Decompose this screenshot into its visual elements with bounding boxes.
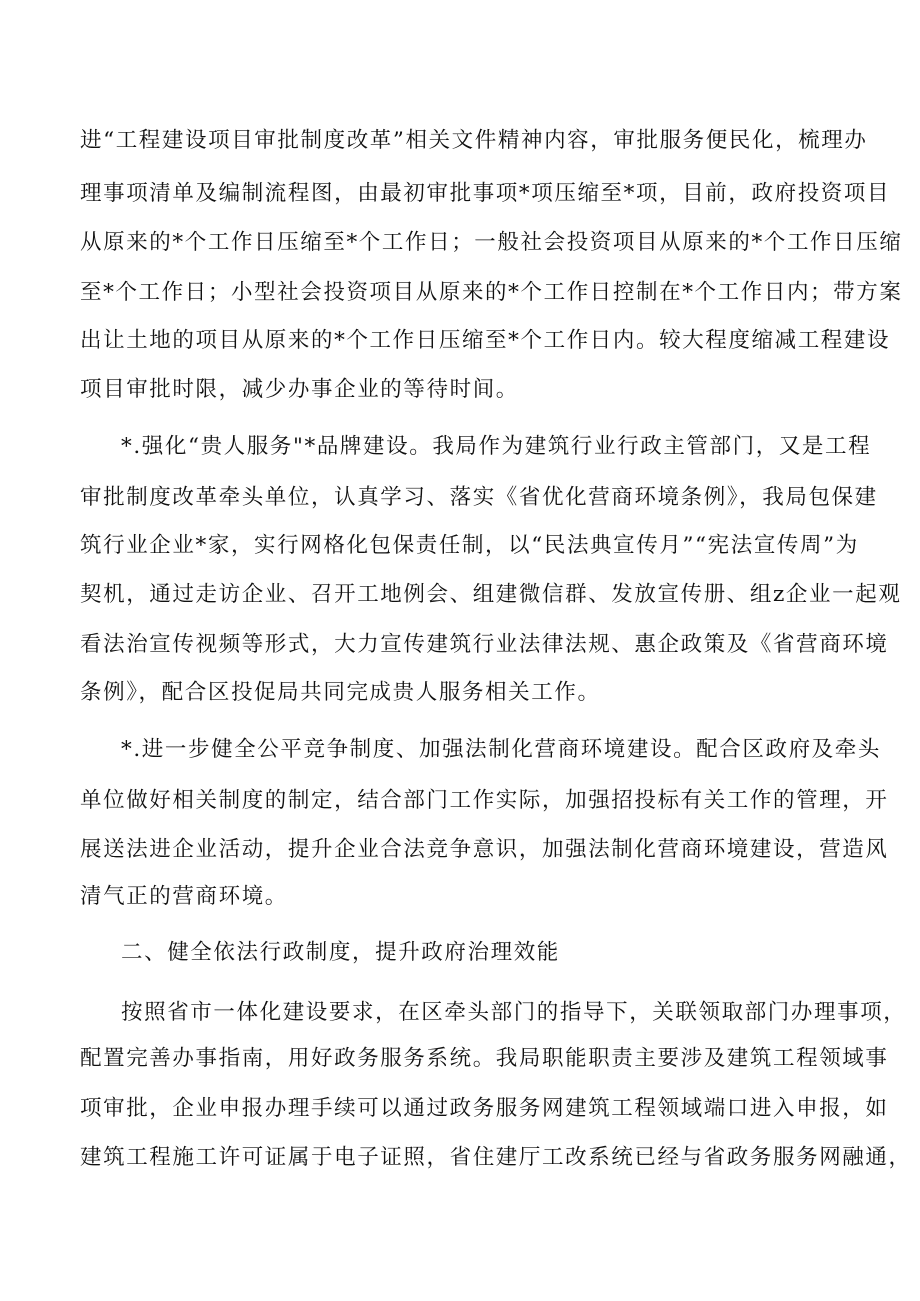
text-line: 进“工程建设项目审批制度改革”相关文件精神内容，审批服务便民化，梳理办 [80,128,868,153]
text-line: 筑行业企业*家，实行网格化包保责任制，以“民法典宣传月”“宪法宣传周”为 [80,533,859,558]
text-line: *.进一步健全公平竞争制度、加强法制化营商环境建设。配合区政府及牵头 [121,737,881,762]
text-line: 出让土地的项目从原来的*个工作日压缩至*个工作日内。较大程度缩减工程建设 [80,328,891,353]
text-line: 清气正的营商环境。 [80,884,288,909]
section-heading: 二、健全依法行政制度，提升政府治理效能 [121,940,560,965]
text-line: 从原来的*个工作日压缩至*个工作日；一般社会投资项目从原来的*个工作日压缩 [80,230,903,255]
text-line: 建筑工程施工许可证属于电子证照，省住建厅工改系统已经与省政务服务网融通， [80,1145,912,1170]
text-line: 项审批，企业申报办理手续可以通过政务服务网建筑工程领域端口进入申报，如 [80,1096,889,1121]
text-line: 看法治宣传视频等形式，大力宣传建筑行业法律法规、惠企政策及《省营商环境 [80,632,889,657]
text-line: 配置完善办事指南，用好政务服务系统。我局职能职责主要涉及建筑工程领域事 [80,1046,889,1071]
text-line: 契机，通过走访企业、召开工地例会、组建微信群、发放宣传册、组z企业一起观 [80,582,902,607]
text-line: 理事项清单及编制流程图，由最初审批事项*项压缩至*项，目前，政府投资项目 [80,181,891,206]
text-line: 审批制度改革牵头单位，认真学习、落实《省优化营商环境条例》，我局包保建 [80,485,878,510]
text-line: 按照省市一体化建设要求，在区牵头部门的指导下，关联领取部门办理事项， [121,1000,907,1025]
text-line: 条例》，配合区投促局共同完成贵人服务相关工作。 [80,680,601,705]
text-line: 至*个工作日；小型社会投资项目从原来的*个工作日控制在*个工作日内；带方案 [80,280,903,305]
text-line: 单位做好相关制度的制定，结合部门工作实际，加强招投标有关工作的管理，开 [80,788,889,813]
text-line: 项目审批时限，减少办事企业的等待时间。 [80,377,519,402]
text-line: *.强化“贵人服务"*品牌建设。我局作为建筑行业行政主管部门，又是工程 [121,434,872,459]
text-line: 展送法进企业活动，提升企业合法竞争意识，加强法制化营商环境建设，营造风 [80,837,889,862]
